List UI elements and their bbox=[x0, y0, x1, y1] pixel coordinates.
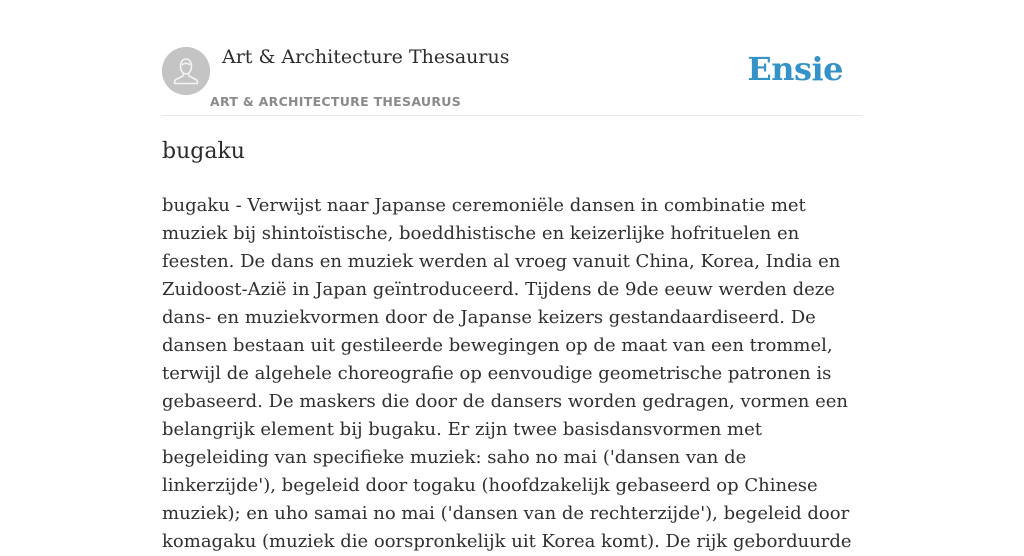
page bbox=[162, 0, 862, 552]
brand-logo[interactable]: Ensie bbox=[747, 50, 843, 88]
entry-term: bugaku bbox=[162, 139, 245, 164]
site-subtitle[interactable]: ART & ARCHITECTURE THESAURUS bbox=[210, 94, 462, 109]
entry-definition: bugaku - Verwijst naar Japanse ceremoniële dansen in combinatie met muziek bij shintoïstische, boeddhistische en keizerlijke hofrituelen en feesten. De dans en muziek werden al vroeg vanuit China, Korea, India en Zuidoost-Azië in Japan geïntroduceerd. Tijdens de 9de eeuw werden deze dans- en muziekvormen door de Japanse keizers gestandaardiseerd. De dansen bestaan uit gestileerde bewegingen op de maat van een trommel, terwijl de algehele choreografie op eenvoudige geometrische patronen is gebaseerd. De maskers die door de dansers worden gedragen, vormen een belangrijk element bij bugaku. Er zijn twee basisdansvormen met begeleiding van specifieke muziek: saho no mai ('dansen van de linkerzijde'), begeleid door togaku (hoofdzakelijk gebaseerd op Chinese muziek); en uho samai no mai ('dansen van de rechterzijde'), begeleid door komagaku (muziek die oorspronkelijk uit Korea komt). De rijk geborduurde bbox=[162, 195, 852, 552]
avatar[interactable] bbox=[162, 47, 210, 95]
site-title[interactable]: Art & Architecture Thesaurus bbox=[222, 46, 510, 68]
header bbox=[162, 0, 862, 116]
user-silhouette-icon bbox=[162, 47, 210, 95]
